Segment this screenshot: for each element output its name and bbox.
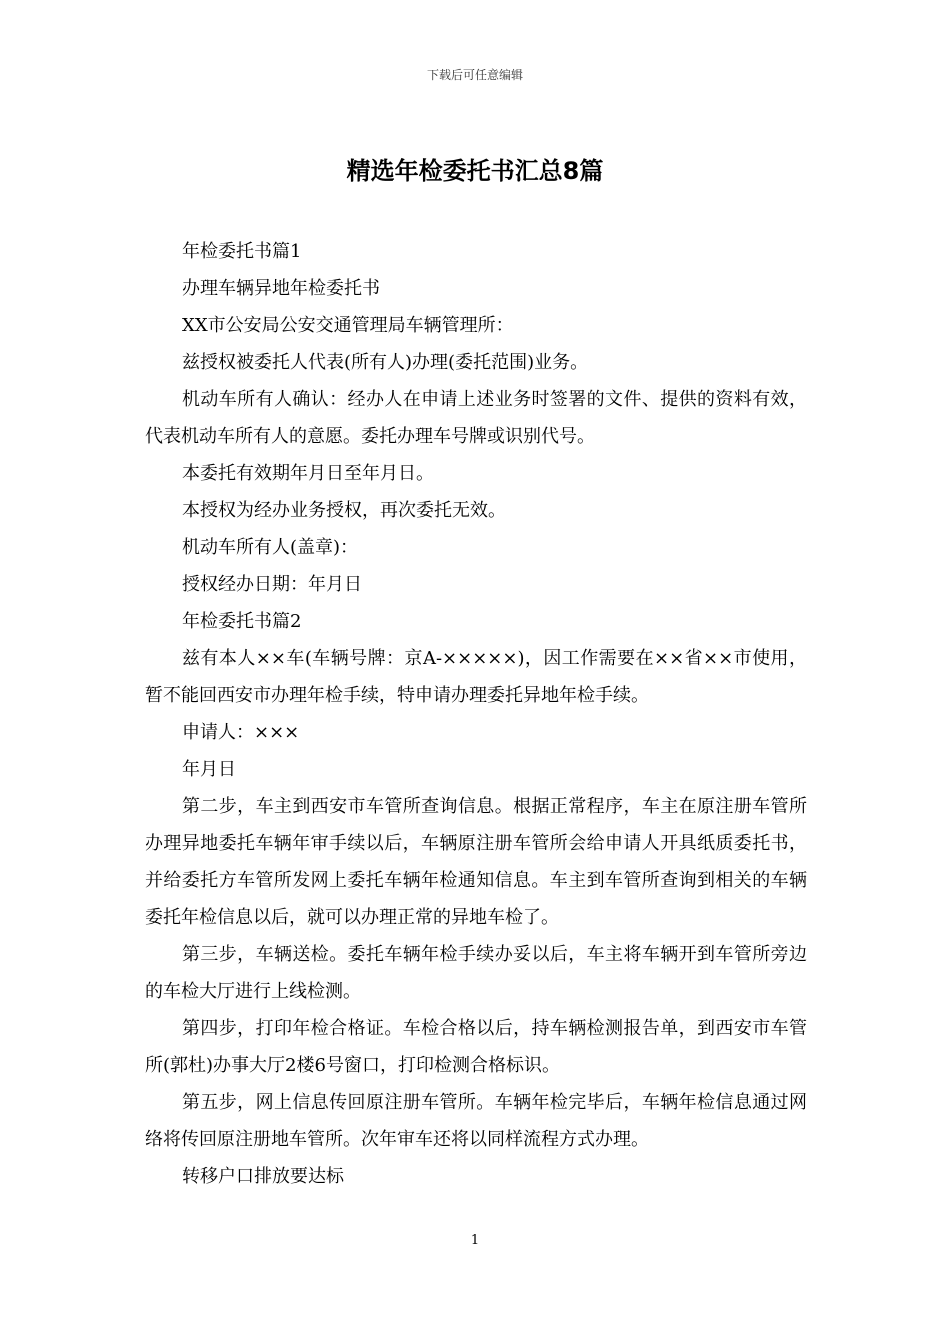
document-title: 精选年检委托书汇总8篇 <box>346 157 604 185</box>
paragraph-scope-note: 本授权为经办业务授权，再次委托无效。 <box>182 500 506 521</box>
paragraph-owner-confirmation: 机动车所有人确认：经办人在申请上述业务时签署的文件、提供的资料有效，代表机动车所有人的意愿。委托办理车号牌或识别代号。 <box>145 389 807 447</box>
paragraph-letter-title: 办理车辆异地年检委托书 <box>182 278 380 299</box>
paragraph-step-4: 第四步，打印年检合格证。车检合格以后，持车辆检测报告单，到西安市车管所(郭杜)办事大厅2楼6号窗口，打印检测合格标识。 <box>145 1018 807 1076</box>
paragraph-step-3: 第三步，车辆送检。委托车辆年检手续办妥以后，车主将车辆开到车管所旁边的车检大厅进行上线检测。 <box>145 944 807 1002</box>
paragraph-authorization: 兹授权被委托人代表(所有人)办理(委托范围)业务。 <box>182 352 589 373</box>
paragraph-addressee: XX市公安局公安交通管理局车辆管理所： <box>182 315 514 336</box>
document-body <box>145 233 807 1195</box>
paragraph-step-2: 第二步，车主到西安市车管所查询信息。根据正常程序，车主在原注册车管所办理异地委托车辆年审手续以后，车辆原注册车管所会给申请人开具纸质委托书，并给委托方车管所发网上委托车辆年检通知信息。车主到车管所查询到相关的车辆委托年检信息以后，就可以办理正常的异地车检了。 <box>145 796 807 928</box>
paragraph-date: 年月日 <box>182 759 236 780</box>
paragraph-owner-seal: 机动车所有人(盖章)： <box>182 537 359 558</box>
paragraph-applicant: 申请人：××× <box>182 722 300 743</box>
paragraph-section-2-heading: 年检委托书篇2 <box>182 611 302 632</box>
paragraph-authorization-date: 授权经办日期：年月日 <box>182 574 362 595</box>
paragraph-section-1-heading: 年检委托书篇1 <box>182 241 302 262</box>
paragraph-validity: 本委托有效期年月日至年月日。 <box>182 463 434 484</box>
header-note: 下载后可任意编辑 <box>426 68 523 82</box>
paragraph-request: 兹有本人××车(车辆号牌：京A-×××××)，因工作需要在××省××市使用，暂不能回西安市办理年检手续，特申请办理委托异地年检手续。 <box>145 648 807 706</box>
paragraph-step-5: 第五步，网上信息传回原注册车管所。车辆年检完毕后，车辆年检信息通过网络将传回原注册地车管所。次年审车还将以同样流程方式办理。 <box>145 1092 807 1150</box>
paragraph-transfer-note: 转移户口排放要达标 <box>182 1166 344 1187</box>
page-number: 1 <box>470 1233 480 1248</box>
